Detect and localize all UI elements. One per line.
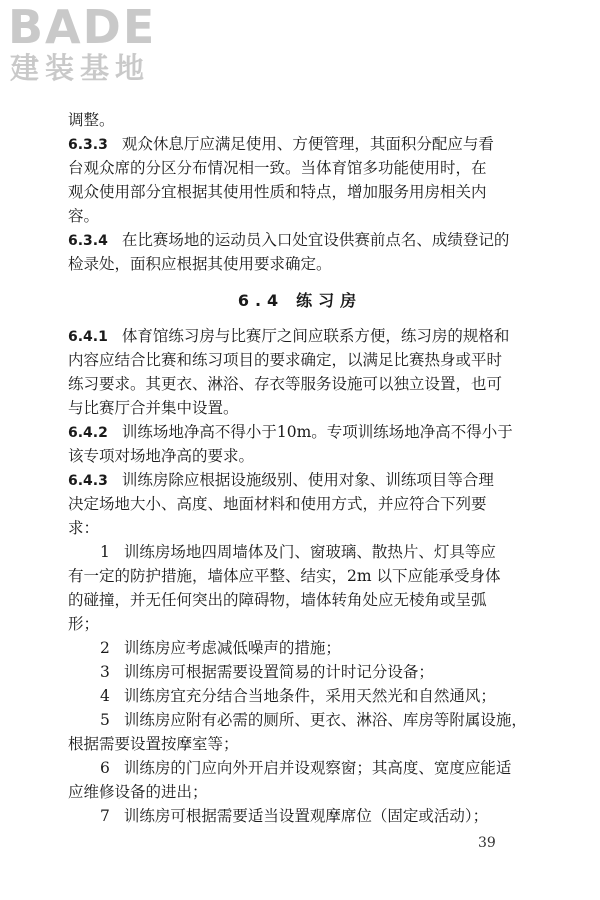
text-line: 的碰撞，并无任何突出的障碍物，墙体转角处应无棱角或呈弧 xyxy=(68,591,487,609)
item-number: 3 xyxy=(100,663,110,681)
item-number: 2 xyxy=(100,639,110,657)
text-line: 练习要求。其更衣、淋浴、存衣等服务设施可以独立设置，也可 xyxy=(68,375,503,393)
text-line: 该专项对场地净高的要求。 xyxy=(68,447,255,465)
list-item-1: 1 训练房场地四周墙体及门、窗玻璃、散热片、灯具等应 xyxy=(100,543,496,561)
clause-number: 6.3.4 xyxy=(68,233,108,249)
text-line: 有一定的防护措施，墙体应平整、结实，2m 以下应能承受身体 xyxy=(68,567,501,585)
text-line: 形； xyxy=(68,615,100,633)
clause-number: 6.4.1 xyxy=(68,329,108,345)
logo-wordmark: BADE xyxy=(8,0,157,54)
text-line: 求： xyxy=(68,519,100,537)
list-item-6: 6 训练房的门应向外开启并设观察窗；其高度、宽度应能适 xyxy=(100,759,512,777)
text-line: 应维修设备的进出； xyxy=(68,783,208,801)
clause-number: 6.4.3 xyxy=(68,473,108,489)
logo-subtitle: 建装基地 xyxy=(10,51,151,85)
text-line: 观众使用部分宜根据其使用性质和特点，增加服务用房相关内 xyxy=(68,183,487,201)
clause-number: 6.3.3 xyxy=(68,137,108,153)
text-line: 检录处，面积应根据其使用要求确定。 xyxy=(68,255,332,273)
item-number: 5 xyxy=(100,711,110,729)
text-line: 台观众席的分区分布情况相一致。当体育馆多功能使用时，在 xyxy=(68,159,487,177)
section-heading xyxy=(0,290,600,312)
clause-6-4-3: 6.4.3 训练房除应根据设施级别、使用对象、训练项目等合理 xyxy=(68,471,494,489)
clause-6-3-4: 6.3.4 在比赛场地的运动员入口处宜设供赛前点名、成绩登记的 xyxy=(68,231,510,249)
item-number: 1 xyxy=(100,543,110,561)
text-line: 决定场地大小、高度、地面材料和使用方式，并应符合下列要 xyxy=(68,495,487,513)
clause-6-4-1: 6.4.1 体育馆练习房与比赛厅之间应联系方便，练习房的规格和 xyxy=(68,327,510,345)
clause-number: 6.4.2 xyxy=(68,425,108,441)
text-line: 内容应结合比赛和练习项目的要求确定，以满足比赛热身或平时 xyxy=(68,351,503,369)
list-item-2: 2 训练房应考虑减低噪声的措施； xyxy=(100,639,341,657)
list-item-5: 5 训练房应附有必需的厕所、更衣、淋浴、库房等附属设施， xyxy=(100,711,527,729)
text-line: 容。 xyxy=(68,207,100,225)
item-number: 6 xyxy=(100,759,110,777)
clause-6-4-2: 6.4.2 训练场地净高不得小于10m。专项训练场地净高不得小于 xyxy=(68,423,513,441)
clause-6-3-3: 6.3.3 观众休息厅应满足使用、方便管理，其面积分配应与看 xyxy=(68,135,494,153)
page-number: 39 xyxy=(478,835,496,851)
section-title-text: 练习房 xyxy=(296,291,363,310)
list-item-4: 4 训练房宜充分结合当地条件，采用天然光和自然通风； xyxy=(100,687,496,705)
text-line: 调整。 xyxy=(68,111,115,129)
section-number: 6.4 xyxy=(237,291,285,310)
item-number: 7 xyxy=(100,807,110,825)
item-number: 4 xyxy=(100,687,110,705)
text-line: 根据需要设置按摩室等； xyxy=(68,735,239,753)
list-item-3: 3 训练房可根据需要设置简易的计时记分设备； xyxy=(100,663,434,681)
text-line: 与比赛厅合并集中设置。 xyxy=(68,399,239,417)
list-item-7: 7 训练房可根据需要适当设置观摩席位（固定或活动）； xyxy=(100,807,489,825)
